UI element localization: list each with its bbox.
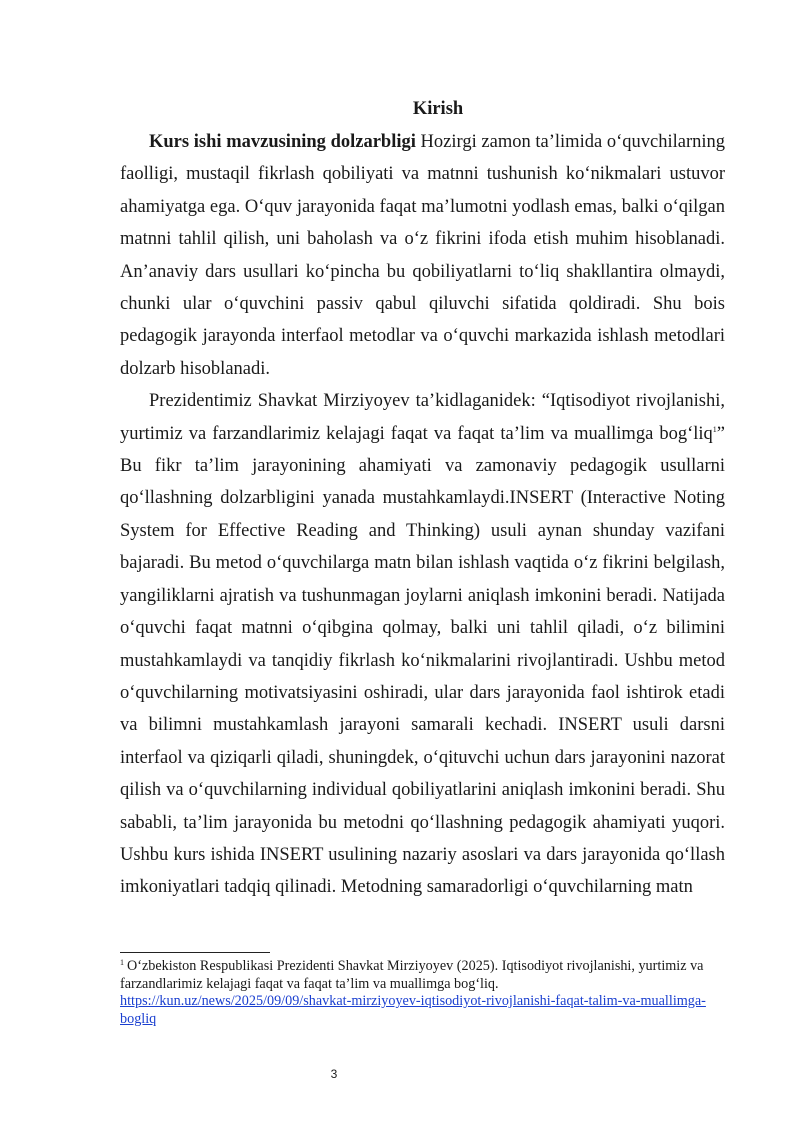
footnote-reference[interactable]: 1 [712,424,717,434]
body-text [120,126,725,904]
footnote-separator [120,952,270,953]
footnote [120,958,725,1028]
page-number: 3 [330,1067,338,1081]
footnote-text: O‘zbekiston Respublikasi Prezidenti Shavkat Mirziyoyev (2025). Iqtisodiyot rivojlanishi, yurtimiz va farzandlarimiz kelajagi faqat va faqat ta’lim va muallimga bog‘liq. [120,958,704,992]
paragraph-1-text: Hozirgi zamon ta’limida o‘quvchilarning faolligi, mustaqil fikrlash qobiliyati va matnni tushunish ko‘nikmalari ustuvor ahamiyatga ega. O‘quv jarayonida faqat ma’lumotni yodlash emas, balki o‘qilgan matnni tahlil qilish, uni baholash va o‘z fikrini ifoda etish muhim hisoblanadi. An’anaviy dars usullari ko‘pincha bu qobiliyatlarni to‘liq shakllantira olmaydi, chunki ular o‘quvchini passiv qabul qiluvchi sifatida qoldiradi. Shu bois pedagogik jarayonda interfaol metodlar va o‘quvchi markazida ishlash metodlari dolzarb hisoblanadi. [120,132,725,379]
paragraph-1 [120,126,725,385]
paragraph-2 [120,385,725,904]
footnote-number: 1 [120,958,124,967]
section-heading: Kirish [412,99,464,119]
footnote-link[interactable]: https://kun.uz/news/2025/09/09/shavkat-mirziyoyev-iqtisodiyot-rivojlanishi-faqat-talim-va-muallimga-bogliq [120,993,706,1027]
paragraph-2-text-end: ” Bu fikr ta’lim jarayonining ahamiyati va zamonaviy pedagogik usullarni qo‘llashning dolzarbligini yanada mustahkamlaydi.INSERT (Interactive Noting System for Effective Reading and Thinking) usuli aynan shunday vazifani bajaradi. Bu metod o‘quvchilarga matn bilan ishlash vaqtida o‘z fikrini belgilash, yangiliklarni ajratish va tushunmagan joylarni aniqlash imkonini beradi. Natijada o‘quvchi faqat matnni o‘qibgina qolmay, balki uni tahlil qiladi, o‘z bilimini mustahkamlaydi va tanqidiy fikrlash ko‘nikmalarini rivojlantiradi. Ushbu metod o‘quvchilarning motivatsiyasini oshiradi, ular dars jarayonida faol ishtirok etadi va bilimni mustahkamlash jarayoni samarali kechadi. INSERT usuli darsni interfaol va qiziqarli qiladi, shuningdek, o‘qituvchi uchun dars jarayonini nazorat qilish va o‘quvchilarning individual qobiliyatlarini aniqlash imkonini beradi. Shu sababli, ta’lim jarayonida bu metodni qo‘llashning pedagogik ahamiyati yuqori. Ushbu kurs ishida INSERT usulining nazariy asoslari va dars jarayonida qo‘llash imkoniyatlari tadqiq qilinadi. Metodning samaradorligi o‘quvchilarning matn [120,423,725,898]
paragraph-lead: Kurs ishi mavzusining dolzarbligi [149,132,416,152]
paragraph-2-text-start: Prezidentimiz Shavkat Mirziyoyev ta’kidlaganidek: “Iqtisodiyot rivojlanishi, yurtimiz va farzandlarimiz kelajagi faqat va faqat ta’lim va muallimga bog‘liq [120,391,725,444]
